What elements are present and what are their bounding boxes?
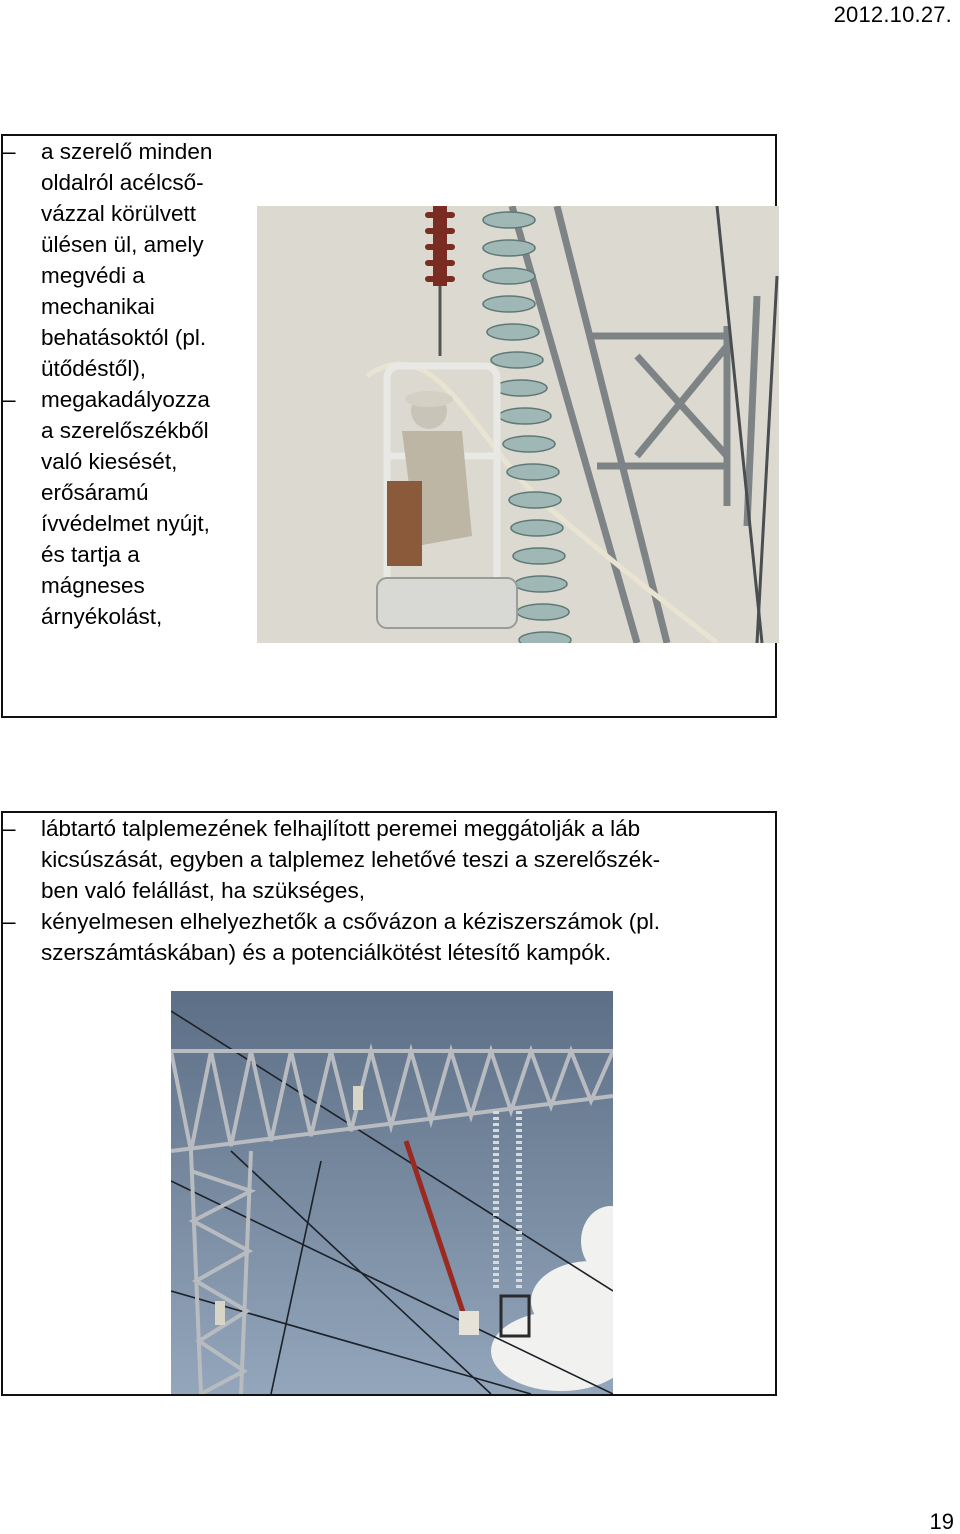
bullet-text: kényelmesen elhelyezhetők a csővázon a kéziszerszámok (pl. szerszámtáskában) és a potenciálkötést létesítő kampók.	[41, 909, 661, 965]
list-item	[3, 136, 249, 384]
page-number: 19	[929, 1509, 954, 1534]
slide-2-bullet-list	[3, 813, 763, 968]
dash-bullet-icon: –	[3, 387, 16, 412]
dash-bullet-icon: –	[3, 909, 16, 934]
list-item	[3, 384, 249, 632]
dash-bullet-icon: –	[3, 816, 16, 841]
list-item	[3, 906, 763, 968]
slide-2	[1, 811, 777, 1396]
lineman-seat-photo	[257, 206, 779, 643]
bullet-text: megakadályozza a szerelőszékből való kiesését, erősáramú ívvédelmet nyújt, és tartja a mágneses árnyékolást,	[41, 387, 210, 629]
bullet-text: a szerelő minden oldalról acélcső- vázzal körülvett ülésen ül, amely megvédi a mechanikai behatásoktól (pl. ütődéstől),	[41, 139, 213, 381]
dash-bullet-icon: –	[3, 139, 16, 164]
list-item	[3, 813, 763, 906]
slide-1-bullet-list	[3, 136, 249, 632]
substation-gantry-photo	[171, 991, 613, 1394]
slide-1	[1, 134, 777, 718]
bullet-text: lábtartó talplemezének felhajlított peremei meggátolják a láb kicsúszását, egyben a talplemez lehetővé teszi a szerelőszék- ben való felállást, ha szükséges,	[41, 816, 661, 903]
header-date: 2012.10.27.	[833, 2, 952, 27]
